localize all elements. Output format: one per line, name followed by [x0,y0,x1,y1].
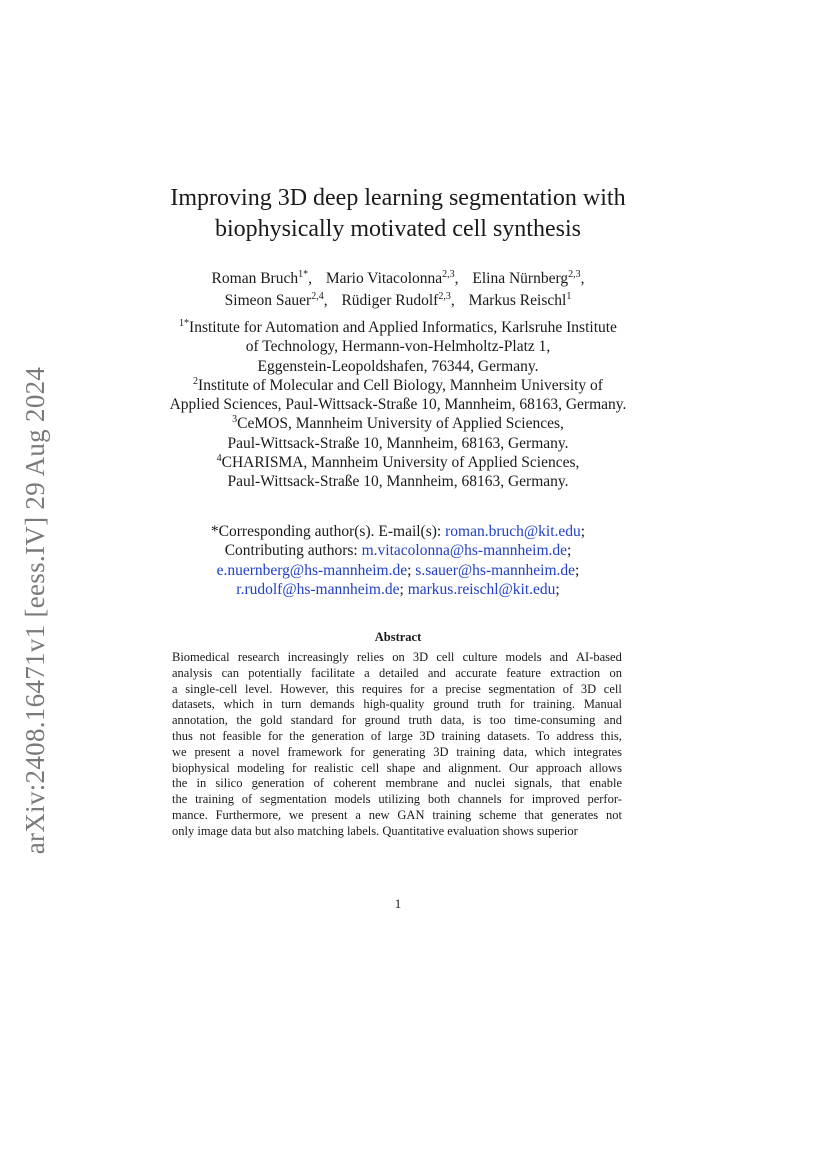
affiliation-mark: 1* [179,317,190,329]
abstract-word: coherent [333,776,377,791]
abstract-word: detailed [378,665,419,680]
abstract-word: alignment. [448,760,502,775]
abstract-word: models [505,650,542,664]
author-name: Simeon Sauer [224,292,312,309]
author: Elina Nürnberg$^{2,3}$, [472,268,585,287]
abstract-word: ground [433,697,469,712]
abstract-word: thus [172,728,193,743]
contributing-line [120,561,676,580]
abstract-word: integrates [573,744,622,759]
abstract-word: and [603,713,622,728]
email-link[interactable]: m.vitacolonna@hs-mannheim.de [361,542,567,560]
affiliation-line: Paul-Wittsack-Straße 10, Mannheim, 68163, Germany. [227,473,569,491]
abstract-word: However, [280,681,329,696]
contributing-label: Contributing authors: [224,542,358,560]
abstract-word: Furthermore, [215,807,282,822]
abstract-word: models [334,792,371,807]
abstract-word: 3D [580,681,597,696]
author-affiliation-mark: 2,3 [442,268,455,280]
page-number: 1 [394,896,402,911]
abstract-word: membrane [385,776,439,791]
abstract-word: 3D [433,744,449,759]
corresponding-line [120,522,676,541]
abstract-word: facilitate [311,665,355,680]
author-name: Elina Nürnberg [472,270,569,287]
abstract-line [172,761,622,777]
abstract-word: gold [260,713,283,728]
abstract-word: that [524,807,544,822]
abstract-word: new [368,807,390,822]
abstract-word: framework [287,744,343,759]
abstract-word: allows [589,760,622,775]
abstract-line [172,729,622,745]
separator: ; [407,561,412,579]
abstract-line [172,650,622,666]
abstract-word: for [350,744,365,759]
abstract-word: approach [535,760,582,775]
abstract-word: a [364,665,370,680]
email-link[interactable]: roman.bruch@kit.edu [445,523,581,540]
abstract-word: perfor- [587,792,622,807]
abstract-word: feature [506,665,541,680]
abstract-word: a [172,681,178,696]
abstract-word: training [432,807,472,822]
abstract-line [172,808,622,824]
abstract-word: of [562,681,574,696]
abstract-word: not [605,807,622,822]
abstract-word: requires [361,681,403,696]
abstract-word: for [267,728,283,743]
affiliation-line: Applied Sciences, Paul-Wittsack-Straße 10, Mannheim, 68163, Germany. [169,396,627,414]
email-link[interactable]: markus.reischl@kit.edu [407,580,556,598]
abstract-word: generation [311,728,365,743]
abstract-word: we [289,807,304,822]
abstract-word: Manual [583,697,622,712]
abstract-word: improved [531,792,580,807]
abstract-word: present [194,744,231,759]
abstract-word: the [172,792,188,807]
author: Roman Bruch$^{1*}$, [211,268,312,287]
author-affiliation-mark: 1* [298,268,309,280]
author-list [120,268,676,312]
abstract-line [172,713,622,729]
abstract-heading: Abstract [374,630,422,644]
abstract-word: precise [445,681,481,696]
abstract-word: present [311,807,348,822]
author-affiliation-mark: 2,3 [438,290,451,302]
affiliation-mark: 2 [193,375,199,387]
contributing-line [120,541,676,560]
abstract-word: for [509,697,525,712]
abstract-word: silico [215,776,243,791]
abstract-word: which [223,697,255,712]
abstract-word: turn [281,697,302,712]
author [469,292,572,309]
abstract-word: truth [408,713,433,728]
abstract-word: the [236,713,252,728]
affiliation-text: Institute of Molecular and Cell Biology, Mannheim University of [198,376,603,394]
abstract-word: 3D [412,650,429,664]
abstract-word: biophysical [172,760,230,775]
abstract-body [172,650,622,840]
abstract-word: generation [251,776,305,791]
abstract-word: of [241,792,253,807]
abstract-word: shape [386,760,416,775]
affiliation-text: Institute for Automation and Applied Informatics, Karlsruhe Institute [189,319,617,336]
abstract-word: AI-based [576,650,622,664]
abstract-line [172,697,622,713]
email-link[interactable]: s.sauer@hs-mannheim.de [415,561,576,579]
abstract-word: datasets. [487,728,530,743]
abstract-word: high-quality [363,697,425,712]
abstract-word: can [221,665,239,680]
separator: ; [567,542,572,560]
arxiv-identifier-stamp [20,355,52,865]
abstract-word: nuclei [474,776,506,791]
abstract-word: too [489,713,506,728]
abstract-word: for [341,713,357,728]
abstract-word: for [509,792,524,807]
abstract-line: only image data but also matching labels. Quantitative evaluation shows superior [172,823,578,838]
abstract-word: enable [589,776,622,791]
abstract-word: is [472,713,482,728]
abstract-word: To [536,728,550,743]
affiliation-list [120,318,676,492]
abstract-line [172,776,622,792]
abstract-word: in [196,776,207,791]
abstract-word: data, [503,744,528,759]
abstract-word: realistic [314,760,354,775]
abstract-word: not [199,728,216,743]
abstract-word: generates [550,807,599,822]
abstract-word: analysis [172,665,213,680]
author-row [120,290,676,312]
abstract-word: this [336,681,355,696]
email-link[interactable]: e.nuernberg@hs-mannheim.de [216,561,408,579]
abstract-word: mance. [172,807,208,822]
abstract-word: training [441,728,481,743]
abstract-word: novel [251,744,280,759]
abstract-word: training [195,792,234,807]
author-name: Rüdiger Rudolf [341,292,439,309]
abstract-word: of [313,776,325,791]
abstract-word: a [432,681,438,696]
abstract-word: single-cell [185,681,238,696]
abstract-word: on [392,650,405,664]
abstract-word: datasets, [172,697,215,712]
abstract-word: level. [244,681,273,696]
abstract-word: increasingly [287,650,349,664]
abstract-word: and [447,776,466,791]
abstract-word: address [556,728,594,743]
abstract-word: culture [462,650,498,664]
abstract-word: a [355,807,361,822]
affiliation-mark: 4 [216,452,222,464]
abstract-word: modeling [237,760,285,775]
abstract-word: ground [364,713,401,728]
abstract-word: signals, [514,776,553,791]
author: Simeon Sauer$^{2,4}$, [224,290,328,309]
separator: ; [575,561,580,579]
abstract-word: utilizing [378,792,421,807]
abstract-word: which [534,744,566,759]
affiliation-line: Paul-Wittsack-Straße 10, Mannheim, 68163, Germany. [227,434,569,452]
abstract-word: cell [361,760,380,775]
abstract-word: training [456,744,496,759]
author-name: Roman Bruch [211,270,299,287]
author-row [120,268,676,290]
author: Rüdiger Rudolf$^{2,3}$, [341,290,455,309]
abstract-word: generating [372,744,426,759]
author-affiliation-mark: 2,3 [568,268,581,280]
affiliation-line [120,453,676,472]
affiliation-line: Eggenstein-Leopoldshafen, 76344, Germany. [257,357,539,375]
abstract-word: on [609,665,622,680]
abstract-word: cell [436,650,455,664]
abstract-line [172,682,622,698]
abstract-word: large [388,728,413,743]
abstract-word: and [427,665,446,680]
abstract-word: data, [440,713,465,728]
separator: ; [399,580,404,598]
affiliation-text: CHARISMA, Mannheim University of Applied Sciences, [221,454,580,472]
abstract-word: accurate [455,665,497,680]
abstract-line [172,792,622,808]
abstract-word: that [561,776,581,791]
abstract-word: the [289,728,305,743]
separator: ; [555,580,560,598]
abstract-word: for [291,760,307,775]
affiliation-line [120,318,676,337]
paper-title [100,183,696,245]
abstract-word: cell [603,681,622,696]
abstract-word: scheme [479,807,517,822]
abstract-word: extraction [550,665,601,680]
affiliation-line [120,414,676,433]
abstract-word: standard [290,713,334,728]
affiliation-line: of Technology, Hermann-von-Helmholtz-Platz 1, [245,338,551,356]
abstract-word: this, [600,728,622,743]
correspondence-block [120,522,676,599]
abstract-word: 3D [419,728,435,743]
abstract-word: and [549,650,568,664]
abstract-line [172,666,622,682]
title-line: Improving 3D deep learning segmentation with [170,185,626,211]
abstract-word: relies [356,650,384,664]
abstract-word: the [172,776,188,791]
abstract-word: for [409,681,425,696]
abstract-word: demands [310,697,355,712]
abstract-word: we [172,744,187,759]
abstract-word: Our [508,760,529,775]
author-name: Mario Vitacolonna [325,270,443,287]
abstract-word: segmentation [488,681,556,696]
abstract-word: time-consuming [514,713,596,728]
contributing-line [120,580,676,599]
affiliation-text: CeMOS, Mannheim University of Applied Sciences, [237,415,564,433]
abstract-word: segmentation [259,792,327,807]
abstract-word: truth [477,697,501,712]
abstract-word: a [238,744,244,759]
abstract-word: and [422,760,441,775]
abstract-word: both [427,792,451,807]
title-line: biophysically motivated cell synthesis [215,216,581,242]
author-affiliation-mark: 1 [566,290,572,302]
abstract-word: training. [533,697,576,712]
abstract-word: Biomedical [172,650,230,664]
abstract-word: research [237,650,280,664]
author-affiliation-mark: 2,4 [311,290,324,302]
abstract-line [172,745,622,761]
abstract-word: potentially [248,665,302,680]
abstract-word: in [262,697,273,712]
separator: ; [580,523,586,540]
email-link[interactable]: r.rudolf@hs-mannheim.de [236,580,400,598]
corresponding-label: *Corresponding author(s). E-mail(s): [210,523,442,540]
abstract-word: channels [457,792,502,807]
arxiv-identifier-text: arXiv:2408.16471v1 [eess.IV] 29 Aug 2024 [20,366,51,854]
author-name: Markus Reischl [468,292,567,309]
abstract-word: feasible [222,728,262,743]
affiliation-mark: 3 [232,414,238,426]
abstract-word: of [370,728,382,743]
abstract-word: annotation, [172,713,228,728]
affiliation-line [120,376,676,395]
abstract-word: GAN [397,807,425,822]
author: Mario Vitacolonna$^{2,3}$, [325,268,459,287]
